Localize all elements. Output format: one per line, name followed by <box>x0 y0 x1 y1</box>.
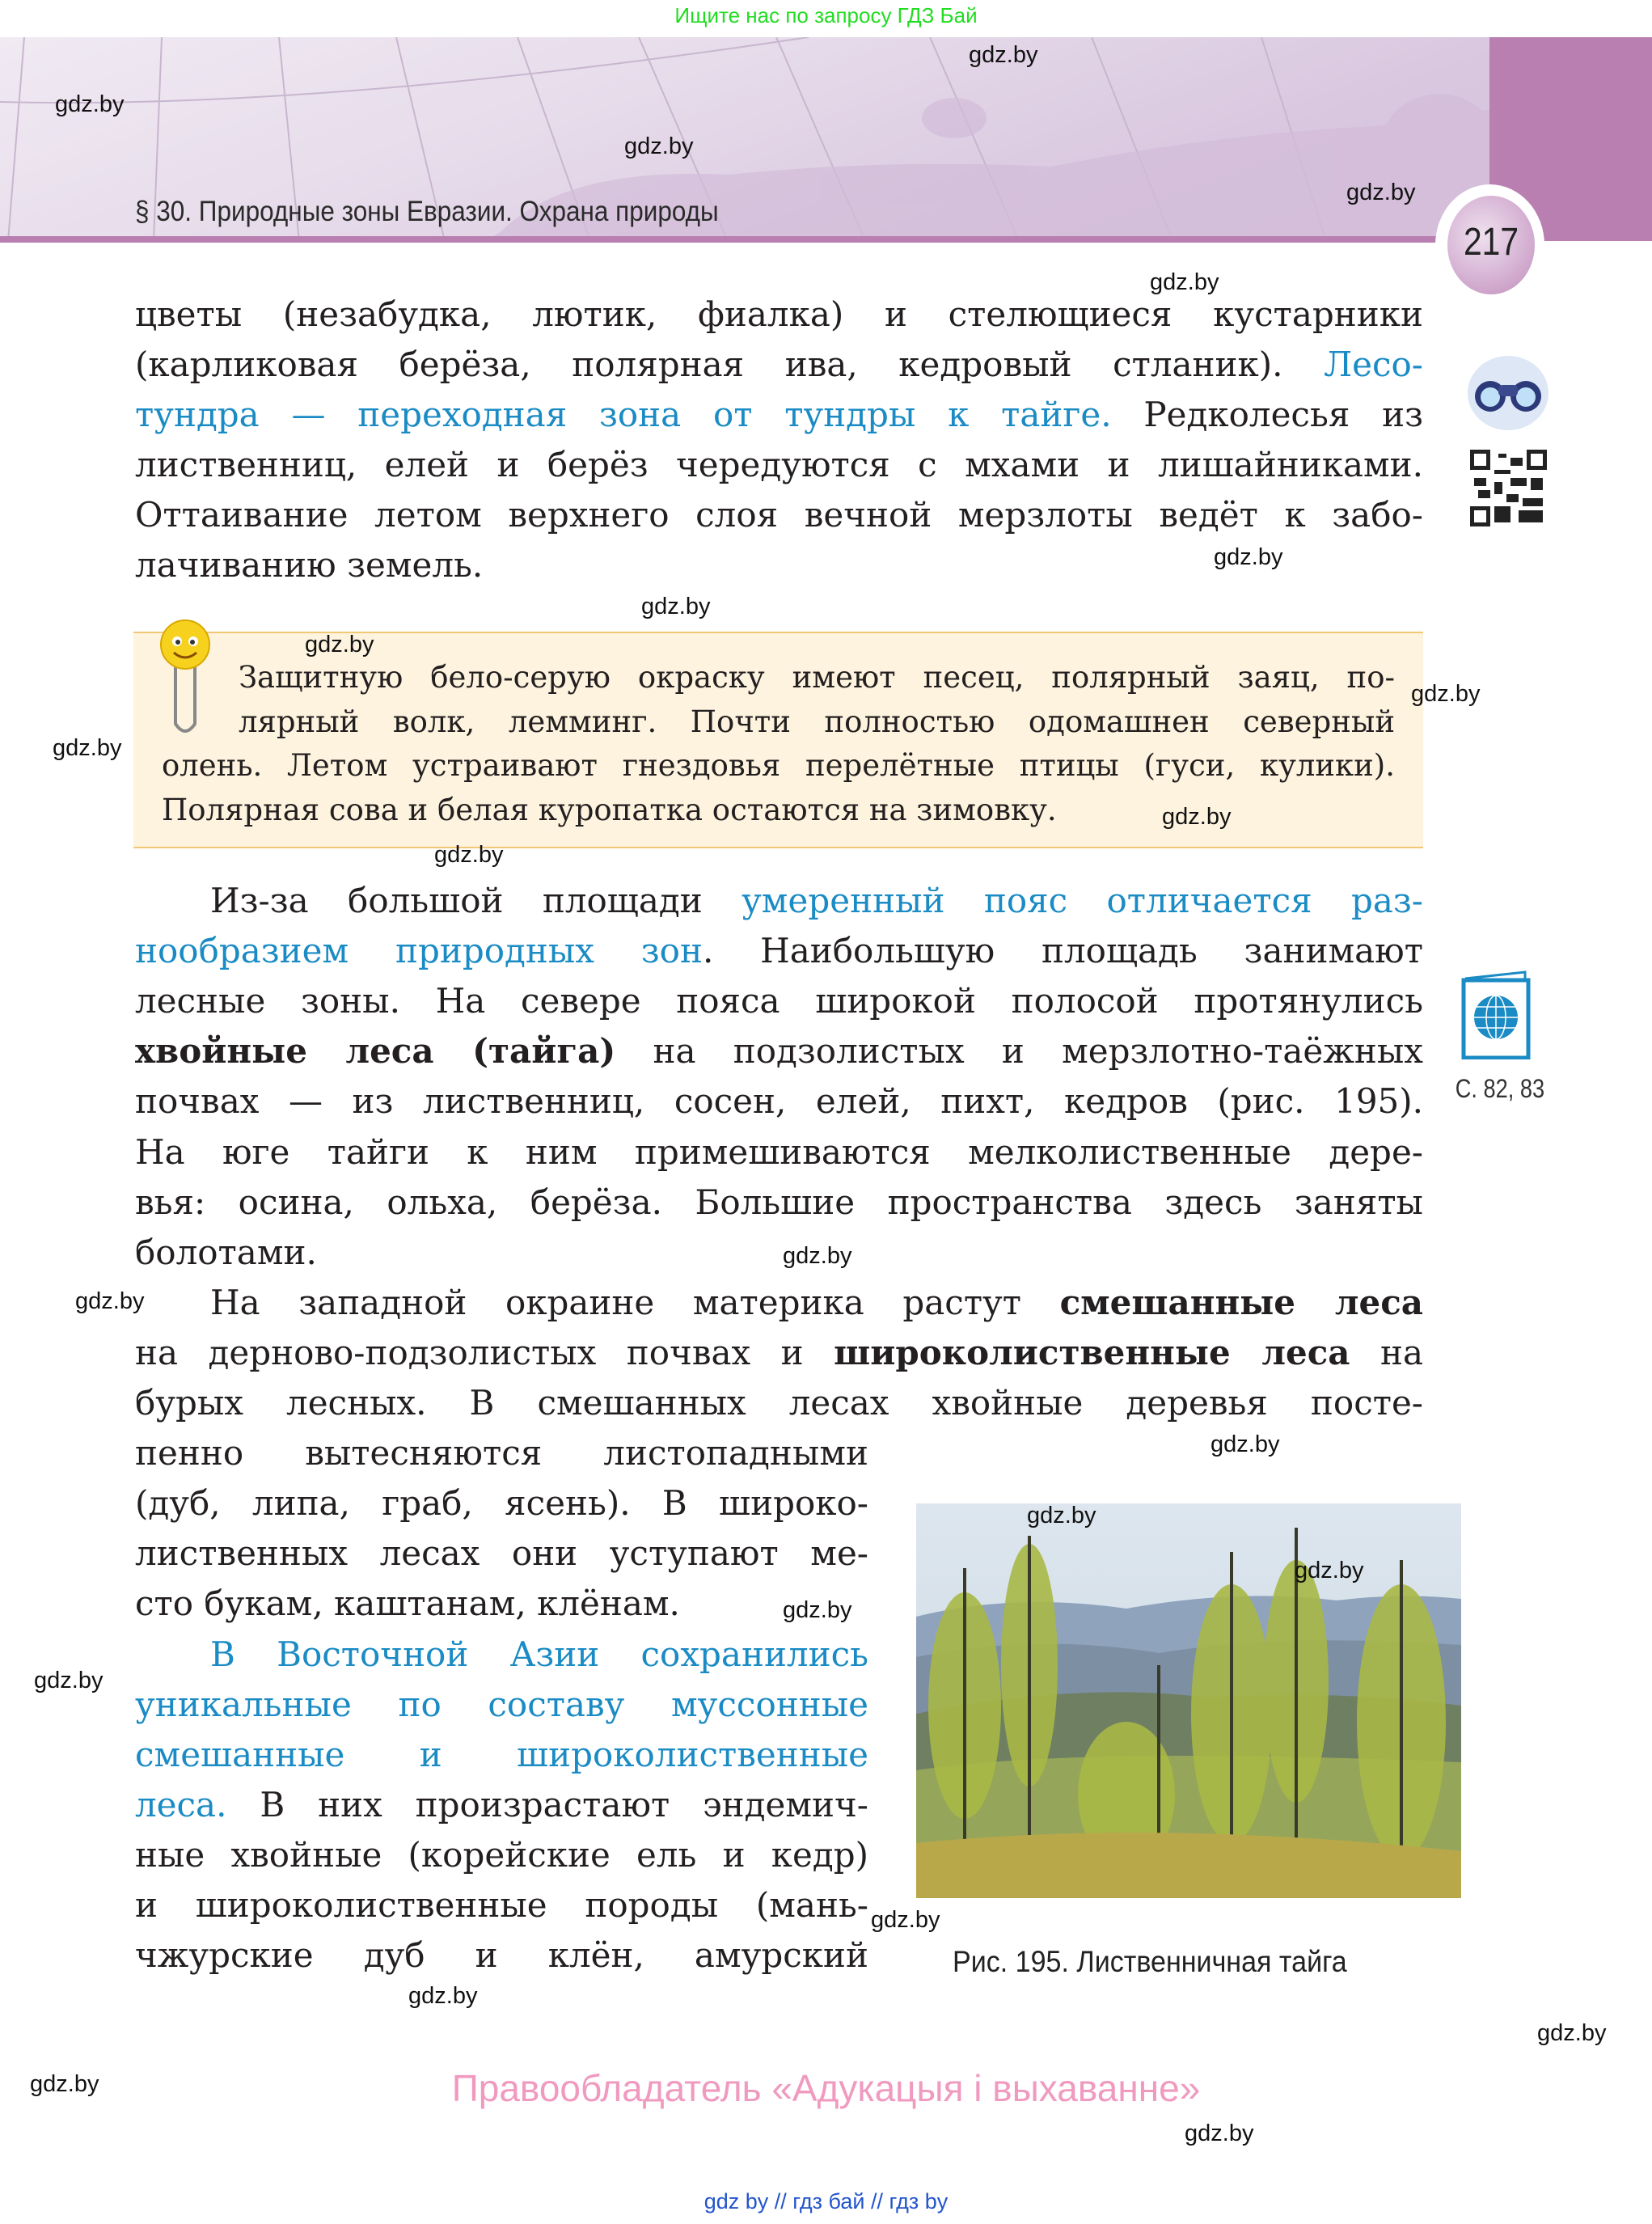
text-line <box>135 490 1423 540</box>
text-segment: пенно вытесняются листопадными <box>135 1433 868 1474</box>
watermark: gdz.by <box>55 91 125 117</box>
header-divider <box>0 236 1489 243</box>
text-segment: Оттаивание летом верхнего слоя вечной мерзлоты ведёт к забо- <box>135 495 1423 535</box>
watermark: gdz.by <box>871 1907 940 1933</box>
watermark: gdz.by <box>1346 180 1416 205</box>
text-line <box>135 1680 868 1730</box>
watermark: gdz.by <box>408 1983 478 2009</box>
text-line <box>135 1930 868 1981</box>
text-segment: почвах — из лиственниц, сосен, елей, пихт, кедров (рис. 195). <box>135 1081 1423 1122</box>
text-line <box>135 1428 868 1478</box>
watermark: gdz.by <box>1210 1431 1280 1457</box>
text-line <box>135 1076 1423 1127</box>
text-segment: лиственных лесах они уступают ме- <box>135 1533 868 1574</box>
watermark: gdz.by <box>53 735 122 761</box>
copyright-notice: Правообладатель «Адукацыя і выхаванне» <box>451 2067 1201 2109</box>
text-segment: Редколесья из <box>1111 395 1423 434</box>
watermark: gdz.by <box>624 133 694 159</box>
highlighted-term: нообразием природных зон <box>135 931 703 971</box>
highlighted-term: В Восточной Азии сохранились <box>210 1634 868 1674</box>
text-segment: на дерново-подзолистых почвах и <box>135 1332 834 1372</box>
text-segment: На западной окраине материка растут <box>210 1282 1060 1322</box>
text-segment: Полярная сова и белая куропатка остаются на зимовку. <box>162 792 1057 827</box>
atlas-icon[interactable] <box>1460 970 1532 1059</box>
text-line <box>135 1278 1423 1328</box>
highlighted-term: уникальные по составу муссонные <box>135 1684 868 1724</box>
watermark: gdz.by <box>30 2071 99 2097</box>
text-line <box>135 1830 868 1880</box>
watermark: gdz.by <box>1537 2020 1607 2046</box>
watermark: gdz.by <box>1027 1503 1096 1528</box>
watermark: gdz.by <box>75 1288 145 1314</box>
bold-term: широколиственные леса <box>834 1332 1350 1372</box>
text-line <box>135 1026 1423 1076</box>
text-line <box>135 1328 1423 1378</box>
text-line <box>135 876 1423 926</box>
text-segment: на подзолистых и мерзлотно-таёжных <box>615 1031 1423 1072</box>
text-segment: олень. Летом устраивают гнездовья перелётные птицы (гуси, кулики). <box>162 748 1395 783</box>
text-line <box>135 1378 1423 1428</box>
highlighted-term: смешанные и широколиственные <box>135 1734 868 1774</box>
text-segment: цветы (незабудка, лютик, фиалка) и стелющиеся кустарники <box>135 294 1423 334</box>
text-segment: лесные зоны. На севере пояса широкой полосой протянулись <box>135 981 1423 1021</box>
watermark: gdz.by <box>1214 544 1283 570</box>
text-segment: В них произрастают эндемич- <box>226 1784 868 1824</box>
text-segment: (дуб, липа, граб, ясень). В широко- <box>135 1483 868 1524</box>
highlighted-term: леса. <box>135 1784 227 1824</box>
text-line <box>135 976 1423 1026</box>
text-line <box>135 1478 868 1528</box>
text-line <box>135 1730 868 1780</box>
text-line <box>135 1579 868 1629</box>
text-line <box>135 290 1423 340</box>
text-line <box>162 700 1395 744</box>
text-segment: Из-за большой площади <box>210 881 742 920</box>
text-line <box>162 656 1395 700</box>
text-line <box>135 1228 1423 1278</box>
text-line <box>135 1880 868 1930</box>
watermark: gdz.by <box>783 1243 852 1269</box>
watermark: gdz.by <box>34 1668 104 1693</box>
text-segment: сто букам, каштанам, клёнам. <box>135 1583 680 1624</box>
text-segment: чжурские дуб и клён, амурский <box>135 1935 868 1976</box>
figure-caption: Рис. 195. Лиственничная тайга <box>953 1945 1347 1978</box>
page-number: 217 <box>1463 221 1519 264</box>
text-segment: ные хвойные (корейские ель и кедр) <box>135 1834 868 1875</box>
text-segment: На юге тайги к ним примешиваются мелколиственные дере- <box>135 1131 1423 1172</box>
watermark: gdz.by <box>434 842 504 868</box>
bold-term: смешанные леса <box>1059 1282 1424 1322</box>
highlighted-term: тундра — переходная зона от тундры к тайге. <box>135 395 1112 434</box>
watermark: gdz.by <box>1411 681 1481 707</box>
qr-code-icon[interactable] <box>1470 450 1547 526</box>
text-line <box>135 390 1423 440</box>
text-segment: вья: осина, ольха, берёза. Большие пространства здесь заняты <box>135 1182 1423 1222</box>
section-title: § 30. Природные зоны Евразии. Охрана природы <box>135 196 719 227</box>
watermark: gdz.by <box>1162 804 1232 830</box>
text-segment: (карликовая берёза, полярная ива, кедровый стланик). <box>135 345 1325 384</box>
text-segment: бурых лесных. В смешанных лесах хвойные деревья посте- <box>135 1383 1423 1423</box>
text-segment: лачиванию земель. <box>135 545 484 585</box>
text-segment: Защитную бело-серую окраску имеют песец, полярный заяц, по- <box>239 660 1395 695</box>
highlighted-term: Лесо- <box>1324 345 1423 384</box>
binoculars-icon[interactable] <box>1468 354 1548 432</box>
text-segment: . Наибольшую площадь занимают <box>702 931 1423 971</box>
text-line <box>135 926 1423 976</box>
watermark: gdz.by <box>1150 269 1219 295</box>
text-line <box>135 1178 1423 1228</box>
atlas-page-reference[interactable]: С. 82, 83 <box>1455 1074 1545 1103</box>
text-line <box>135 340 1423 390</box>
larch-taiga-photo <box>916 1503 1461 1898</box>
text-segment: болотами. <box>135 1232 317 1272</box>
text-line <box>135 1630 868 1680</box>
watermark: gdz.by <box>641 594 711 619</box>
text-segment: на <box>1350 1332 1423 1372</box>
watermark: gdz.by <box>783 1597 852 1623</box>
text-segment: и широколиственные породы (мань- <box>135 1885 868 1925</box>
text-segment: лиственниц, елей и берёз чередуются с мхами и лишайниками. <box>135 445 1423 484</box>
watermark: gdz.by <box>305 632 374 657</box>
footer-links[interactable]: gdz by // гдз бай // гдз by <box>703 2189 949 2213</box>
text-line <box>135 1127 1423 1178</box>
text-line <box>135 1780 868 1830</box>
highlighted-term: умеренный пояс отличается раз- <box>741 881 1423 920</box>
text-segment: лярный волк, лемминг. Почти полностью одомашнен северный <box>239 704 1395 739</box>
text-line <box>135 1528 868 1579</box>
watermark: gdz.by <box>1295 1558 1364 1583</box>
text-line <box>162 744 1395 788</box>
top-banner: Ищите нас по запросу ГДЗ Бай <box>674 3 978 27</box>
watermark: gdz.by <box>969 42 1038 68</box>
text-line <box>135 440 1423 490</box>
bold-term: хвойные леса (тайга) <box>135 1031 616 1072</box>
watermark: gdz.by <box>1185 2120 1254 2146</box>
